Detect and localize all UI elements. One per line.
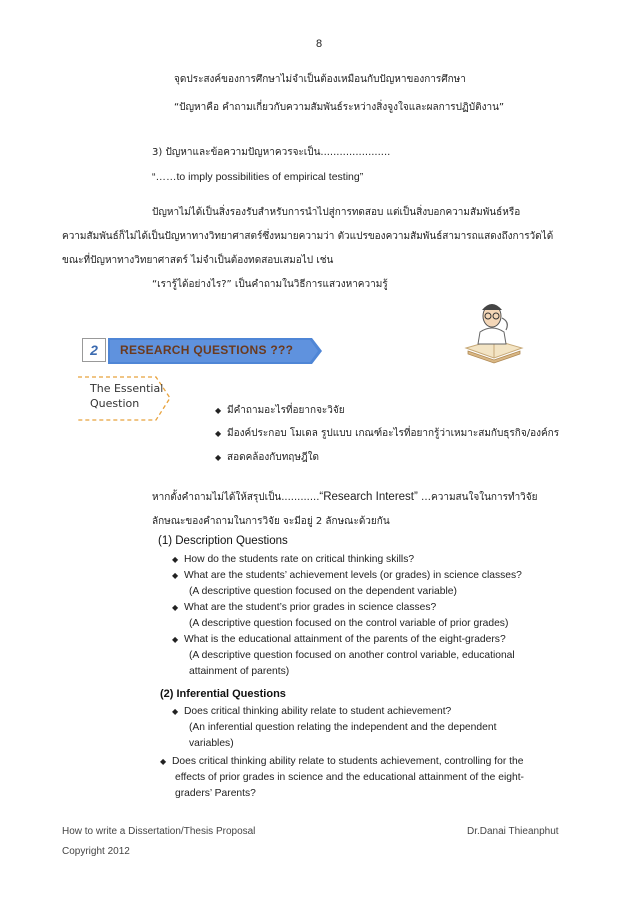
diamond-bullet-icon: ◆ bbox=[172, 707, 179, 716]
intro-para-4: “เรารู้ได้อย่างไร?” เป็นคำถามในวิธีการแสวงหาความรู้ bbox=[152, 279, 388, 290]
descriptive-list bbox=[172, 552, 522, 680]
page-number: 8 bbox=[315, 38, 323, 50]
intro-para-2: ความสัมพันธ์ก็ไม่ได้เป็นปัญหาทางวิทยาศาสตร์ซึ่งหมายความว่า ตัวแปรของความสัมพันธ์สามารถแสดงถึงการวัดได้ bbox=[62, 231, 554, 242]
interest-line-2: ลักษณะของคำถามในการวิจัย จะมีอยู่ 2 ลักษณะด้วยกัน bbox=[152, 516, 390, 527]
intro-quote: “……to imply possibilities of empirical testing” bbox=[152, 171, 364, 183]
diamond-bullet-icon: ◆ bbox=[172, 635, 179, 644]
list-item-continuation: effects of prior grades in science and the educational attainment of the eight- bbox=[175, 772, 524, 783]
descriptive-heading: (1) Description Questions bbox=[158, 535, 288, 547]
essential-bullet-2: ◆ มีองค์ประกอบ โมเดล รูปแบบ เกณฑ์อะไรที่อยากรู้ว่าเหมาะสมกับธุรกิจ/องค์กร bbox=[215, 428, 560, 439]
diamond-bullet-icon: ◆ bbox=[215, 453, 222, 462]
list-item: ◆ Does critical thinking ability relate to student achievement? bbox=[172, 704, 496, 720]
diamond-bullet-icon: ◆ bbox=[215, 406, 222, 415]
intro-para-1: ปัญหาไม่ได้เป็นสิ่งรองรับสำหรับการนำไปสู่การทดสอบ แต่เป็นสิ่งบอกความสัมพันธ์หรือ bbox=[152, 207, 521, 218]
list-item: ◆ Does critical thinking ability relate to students achievement, controlling for the bbox=[160, 754, 524, 770]
intro-line-2: “ปัญหาคือ คำถามเกี่ยวกับความสัมพันธ์ระหว่างสิ่งจูงใจและผลการปฏิบัติงาน” bbox=[174, 102, 505, 113]
list-item-continuation: attainment of parents) bbox=[189, 666, 290, 677]
footer-author: Dr.Danai Thieanphut bbox=[467, 826, 559, 837]
list-item: ◆ How do the students rate on critical thinking skills? bbox=[172, 552, 522, 568]
footer-copyright: Copyright 2012 bbox=[62, 846, 130, 857]
diamond-bullet-icon: ◆ bbox=[215, 429, 222, 438]
essential-bullet-3: ◆ สอดคล้องกับทฤษฎีใด bbox=[215, 452, 320, 463]
diamond-bullet-icon: ◆ bbox=[172, 571, 179, 580]
diamond-bullet-icon: ◆ bbox=[172, 555, 179, 564]
footer-title: How to write a Dissertation/Thesis Proposal bbox=[62, 826, 256, 837]
list-item: ◆ What are the students’ achievement levels (or grades) in science classes? bbox=[172, 568, 522, 584]
essential-question-label bbox=[82, 381, 172, 417]
list-item-continuation: (A descriptive question focused on the dependent variable) bbox=[189, 586, 457, 597]
intro-line-1: จุดประสงค์ของการศึกษาไม่จำเป็นต้องเหมือนกับปัญหาของการศึกษา bbox=[174, 74, 466, 85]
research-interest-term: “Research Interest” bbox=[319, 491, 418, 503]
section-title: RESEARCH QUESTIONS ??? bbox=[120, 343, 294, 357]
list-item-continuation: (A descriptive question focused on another control variable, educational bbox=[189, 650, 515, 661]
diamond-bullet-icon: ◆ bbox=[160, 757, 167, 766]
list-item: ◆ What is the educational attainment of the parents of the eight-graders? bbox=[172, 632, 522, 648]
section-number: 2 bbox=[82, 338, 106, 362]
essential-line-2: Question bbox=[90, 397, 140, 410]
essential-line-1: The Essential bbox=[90, 382, 164, 395]
intro-item-3: 3) ปัญหาและข้อความปัญหาควรจะเป็น...................... bbox=[152, 147, 391, 158]
list-item-continuation: (An inferential question relating the independent and the dependent bbox=[189, 722, 497, 733]
diamond-bullet-icon: ◆ bbox=[172, 603, 179, 612]
list-item-continuation: (A descriptive question focused on the control variable of prior grades) bbox=[189, 618, 509, 629]
inferential-heading: (2) Inferential Questions bbox=[160, 688, 286, 700]
inferential-list-1 bbox=[172, 704, 496, 752]
interest-line-1: หากตั้งคำถามไม่ได้ให้สรุปเป็น............“Research Interest” …ความสนใจในการทำวิจัย bbox=[152, 491, 538, 503]
list-item: ◆ What are the student’s prior grades in science classes? bbox=[172, 600, 522, 616]
essential-bullet-1: ◆ มีคำถามอะไรที่อยากจะวิจัย bbox=[215, 405, 345, 416]
list-item-continuation: variables) bbox=[189, 738, 234, 749]
intro-para-3: ขณะที่ปัญหาทางวิทยาศาสตร์ ไม่จำเป็นต้องทดสอบเสมอไป เช่น bbox=[62, 255, 334, 266]
list-item-continuation: graders’ Parents? bbox=[175, 788, 256, 799]
reader-illustration-icon bbox=[460, 296, 528, 366]
inferential-list-2 bbox=[160, 754, 524, 802]
